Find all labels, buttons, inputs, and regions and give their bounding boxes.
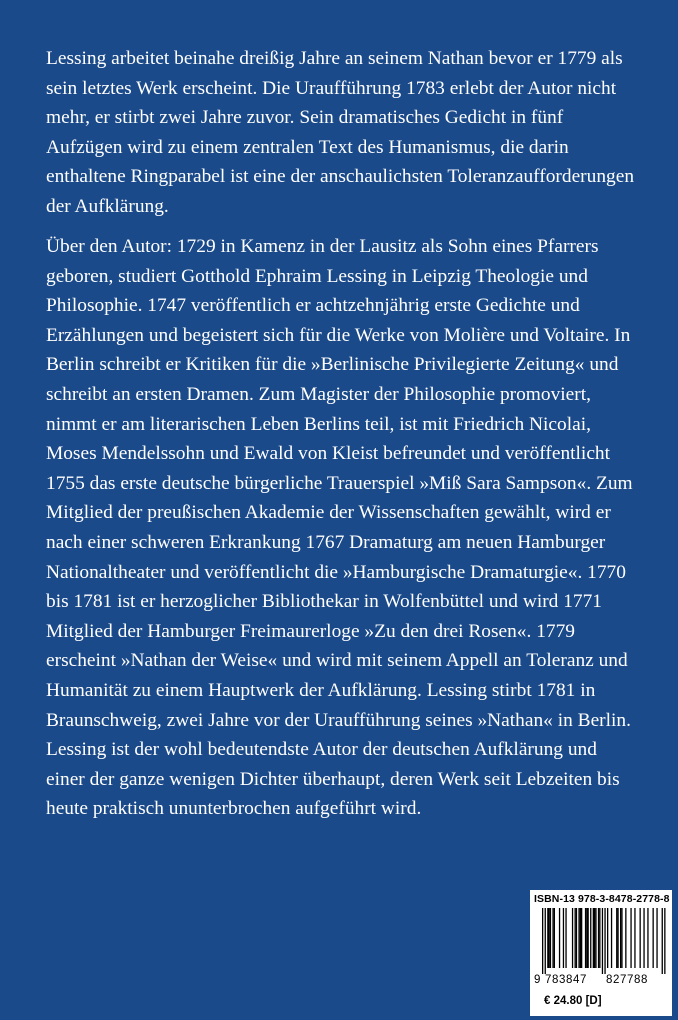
barcode-graphic	[534, 908, 668, 974]
bio-line: Über den Autor: 1729 in Kamenz in der Lausitz als Sohn eines Pfarrers	[46, 236, 599, 257]
barcode-bar	[590, 908, 591, 968]
bio-line: heute praktisch ununterbrochen aufgeführt wird.	[46, 798, 422, 820]
barcode-bar	[630, 908, 631, 968]
bio-line: Nationaltheater und veröffentlicht die »Hamburgische Dramaturgie«. 1770	[46, 561, 626, 583]
barcode-bar	[575, 908, 576, 968]
barcode-bar	[552, 908, 553, 968]
barcode-bar	[595, 908, 596, 968]
bio-line: Humanität zu einem Hauptwerk der Aufklärung. Lessing stirbt 1781 in	[46, 679, 596, 701]
barcode-guard-bar	[604, 908, 605, 974]
bio-line: 1755 das erste deutsche bürgerliche Trauerspiel »Miß Sara Sampson«. Zum	[46, 472, 633, 494]
barcode-bar	[550, 908, 551, 968]
barcode-bar	[643, 908, 644, 968]
bio-line: geboren, studiert Gotthold Ephraim Lessing in Leipzig Theologie und	[46, 265, 588, 287]
bio-line: Mitglied der Hamburger Freimaurerloge »Zu den drei Rosen«. 1779	[46, 620, 575, 642]
barcode-guard-bar	[545, 908, 546, 974]
ean-left-digits: 783847	[545, 974, 587, 986]
barcode-bar	[563, 908, 564, 968]
barcode-bar	[598, 908, 599, 968]
barcode-guard-bar	[662, 908, 663, 974]
bio-line: Moses Mendelssohn und Ewald von Kleist befreundet und veröffentlicht	[46, 443, 611, 465]
ean-right-digits: 827788	[606, 974, 648, 986]
blurb-line: Aufzügen wird zu einem zentralen Text des Humanismus, die darin	[46, 136, 569, 158]
barcode-guard-bar	[542, 908, 543, 974]
barcode-bar	[656, 908, 657, 968]
bio-line: erscheint »Nathan der Weise« und wird mit seinem Appell an Toleranz und	[46, 650, 628, 672]
blurb-line: sein letztes Werk erscheint. Die Uraufführung 1783 erlebt der Autor nicht	[46, 77, 617, 99]
barcode-bar	[611, 908, 612, 968]
barcode-bar	[549, 908, 550, 968]
barcode-bar	[620, 908, 621, 968]
author-bio-paragraph	[46, 232, 666, 824]
barcode-bar	[607, 908, 608, 968]
barcode-bar	[621, 908, 622, 968]
ean-first-digit: 9	[534, 974, 541, 986]
barcode-bar	[617, 908, 618, 968]
bio-line: Philosophie. 1747 veröffentlich er achtzehnjährig erste Gedichte und	[46, 295, 580, 317]
barcode-bar	[586, 908, 587, 968]
barcode-bar	[559, 908, 560, 968]
barcode-guard-bar	[664, 908, 665, 974]
bio-line: Braunschweig, zwei Jahre vor der Uraufführung seines »Nathan« in Berlin.	[46, 709, 631, 731]
barcode-bar	[572, 908, 573, 968]
blurb-line: enthaltene Ringparabel ist eine der anschaulichsten Toleranzaufforderungen	[46, 166, 635, 188]
barcode-bar	[588, 908, 589, 968]
barcode-bar	[625, 908, 626, 968]
barcode-bar	[581, 908, 582, 968]
barcode-bar	[599, 908, 600, 968]
bio-line: Berlin schreibt er Kritiken für die »Berlinische Privilegierte Zeitung« und	[46, 354, 619, 376]
barcode-bar	[565, 908, 566, 968]
barcode-bar	[554, 908, 555, 968]
bio-line: Erzählungen und begeistert sich für die Werke von Molière und Voltaire. In	[46, 324, 631, 346]
blurb-paragraph	[46, 44, 666, 222]
barcode-bar	[653, 908, 654, 968]
barcode-bar	[640, 908, 641, 968]
bio-line: nach einer schweren Erkrankung 1767 Dramaturg am neuen Hamburger	[46, 531, 606, 553]
bio-line: schreibt an ersten Dramen. Zum Magister der Philosophie promoviert,	[46, 383, 591, 405]
barcode-bar	[594, 908, 595, 968]
bio-line: einer der ganze wenigen Dichter überhaupt, deren Werk seit Lebzeiten bis	[46, 768, 620, 790]
blurb-line: mehr, er stirbt zwei Jahre zuvor. Sein dramatisches Gedicht in fünf	[46, 107, 564, 129]
barcode-guard-bar	[602, 908, 603, 974]
barcode-bar	[578, 908, 579, 968]
barcode-bar	[580, 908, 581, 968]
bio-line: Lessing ist der wohl bedeutendste Autor der deutschen Aufklärung und	[46, 739, 597, 761]
barcode-bar	[616, 908, 617, 968]
blurb-line: der Aufklärung.	[46, 195, 169, 217]
barcode-bar	[593, 908, 594, 968]
bio-line: nimmt er am literarischen Leben Berlins teil, ist mit Friedrich Nicolai,	[46, 413, 591, 435]
blurb-line: Lessing arbeitet beinahe dreißig Jahre an seinem Nathan bevor er 1779 als	[46, 48, 623, 69]
barcode-bar	[547, 908, 548, 968]
barcode-bar	[576, 908, 577, 968]
barcode-bar	[634, 908, 635, 968]
barcode-box	[530, 890, 672, 1016]
barcode-bar	[647, 908, 648, 968]
isbn-label: ISBN-13 978-3-8478-2778-8	[534, 893, 670, 905]
bio-line: Mitglied der preußischen Akademie der Wissenschaften gewählt, wird er	[46, 502, 611, 524]
barcode-bar	[585, 908, 586, 968]
bio-line: bis 1781 ist er herzoglicher Bibliothekar in Wolfenbüttel und wird 1771	[46, 591, 602, 613]
price-label: € 24.80 [D]	[544, 995, 602, 1007]
